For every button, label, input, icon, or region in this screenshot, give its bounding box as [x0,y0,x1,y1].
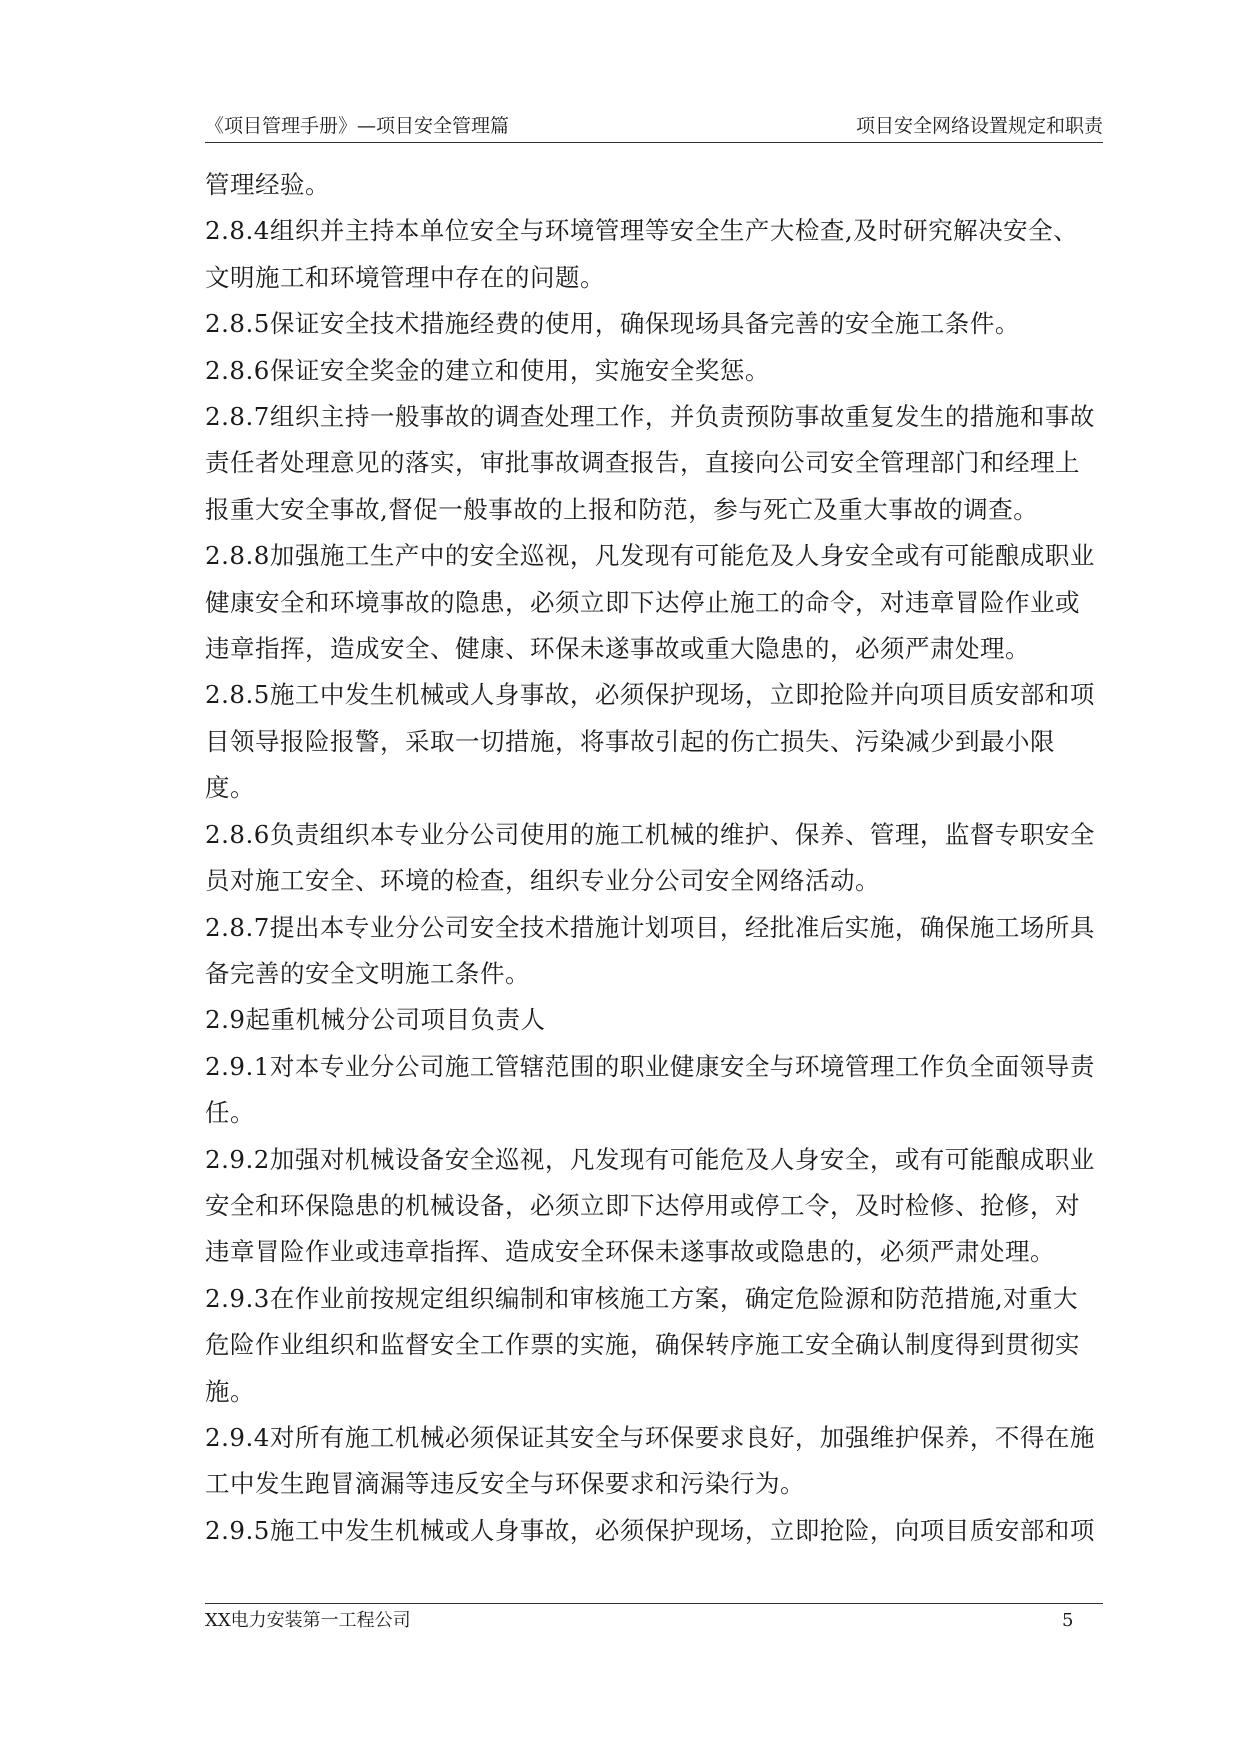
paragraph: 2.8.4组织并主持本单位安全与环境管理等安全生产大检查,及时研究解决安全、文明施工和环境管理中存在的问题。 [205,216,1079,292]
header-manual-title: 《项目管理手册》—项目安全管理篇 [205,115,510,137]
page-number: 5 [1062,1610,1074,1631]
paragraph: 2.8.7提出本专业分公司安全技术措施计划项目，经批准后实施，确保施工场所具备完善的安全文明施工条件。 [205,912,1095,988]
paragraph: 2.8.7组织主持一般事故的调查处理工作，并负责预防事故重复发生的措施和事故责任者处理意见的落实，审批事故调查报告，直接向公司安全管理部门和经理上报重大安全事故,督促一般事故的上报和防范，参与死亡及重大事故的调查。 [205,402,1095,524]
paragraph: 2.9.5施工中发生机械或人身事故，必须保护现场，立即抢险，向项目质安部和项 [205,1515,1095,1545]
section-heading: 2.9起重机械分公司项目负责人 [205,1005,546,1035]
paragraph: 2.9.4对所有施工机械必须保证其安全与环保要求良好，加强维护保养，不得在施工中发生跑冒滴漏等违反安全与环保要求和污染行为。 [205,1422,1095,1499]
document-body [205,162,1103,1554]
paragraph: 2.9.3在作业前按规定组织编制和审核施工方案，确定危险源和防范措施,对重大危险作业组织和监督安全工作票的实施，确保转序施工安全确认制度得到贯彻实施。 [205,1283,1080,1406]
header-section-title: 项目安全网络设置规定和职责 [855,115,1103,137]
paragraph: 2.8.5保证安全技术措施经费的使用，确保现场具备完善的安全施工条件。 [205,309,1020,339]
footer-company-name: XX电力安装第一工程公司 [205,1610,411,1631]
paragraph: 2.8.5施工中发生机械或人身事故，必须保护现场，立即抢险并向项目质安部和项目领导报险报警，采取一切措施，将事故引起的伤亡损失、污染减少到最小限度。 [205,680,1095,803]
paragraph: 2.9.2加强对机械设备安全巡视，凡发现有可能危及人身安全，或有可能酿成职业安全和环保隐患的机械设备，必须立即下达停用或停工令，及时检修、抢修，对违章冒险作业或违章指挥、造成安全环保未遂事故或隐患的，必须严肃处理。 [205,1144,1095,1267]
paragraph: 2.9.1对本专业分公司施工管辖范围的职业健康安全与环境管理工作负全面领导责任。 [205,1051,1095,1128]
page-footer [205,1603,1103,1634]
paragraph: 2.8.6保证安全奖金的建立和使用，实施安全奖惩。 [205,355,770,385]
paragraph: 管理经验。 [205,170,330,199]
page-header [205,112,1103,143]
paragraph: 2.8.6负责组织本专业分公司使用的施工机械的维护、保养、管理，监督专职安全员对施工安全、环境的检查，组织专业分公司安全网络活动。 [205,819,1095,896]
paragraph: 2.8.8加强施工生产中的安全巡视，凡发现有可能危及人身安全或有可能酿成职业健康安全和环境事故的隐患，必须立即下达停止施工的命令，对违章冒险作业或违章指挥，造成安全、健康、环保未遂事故或重大隐患的，必须严肃处理。 [205,541,1095,664]
